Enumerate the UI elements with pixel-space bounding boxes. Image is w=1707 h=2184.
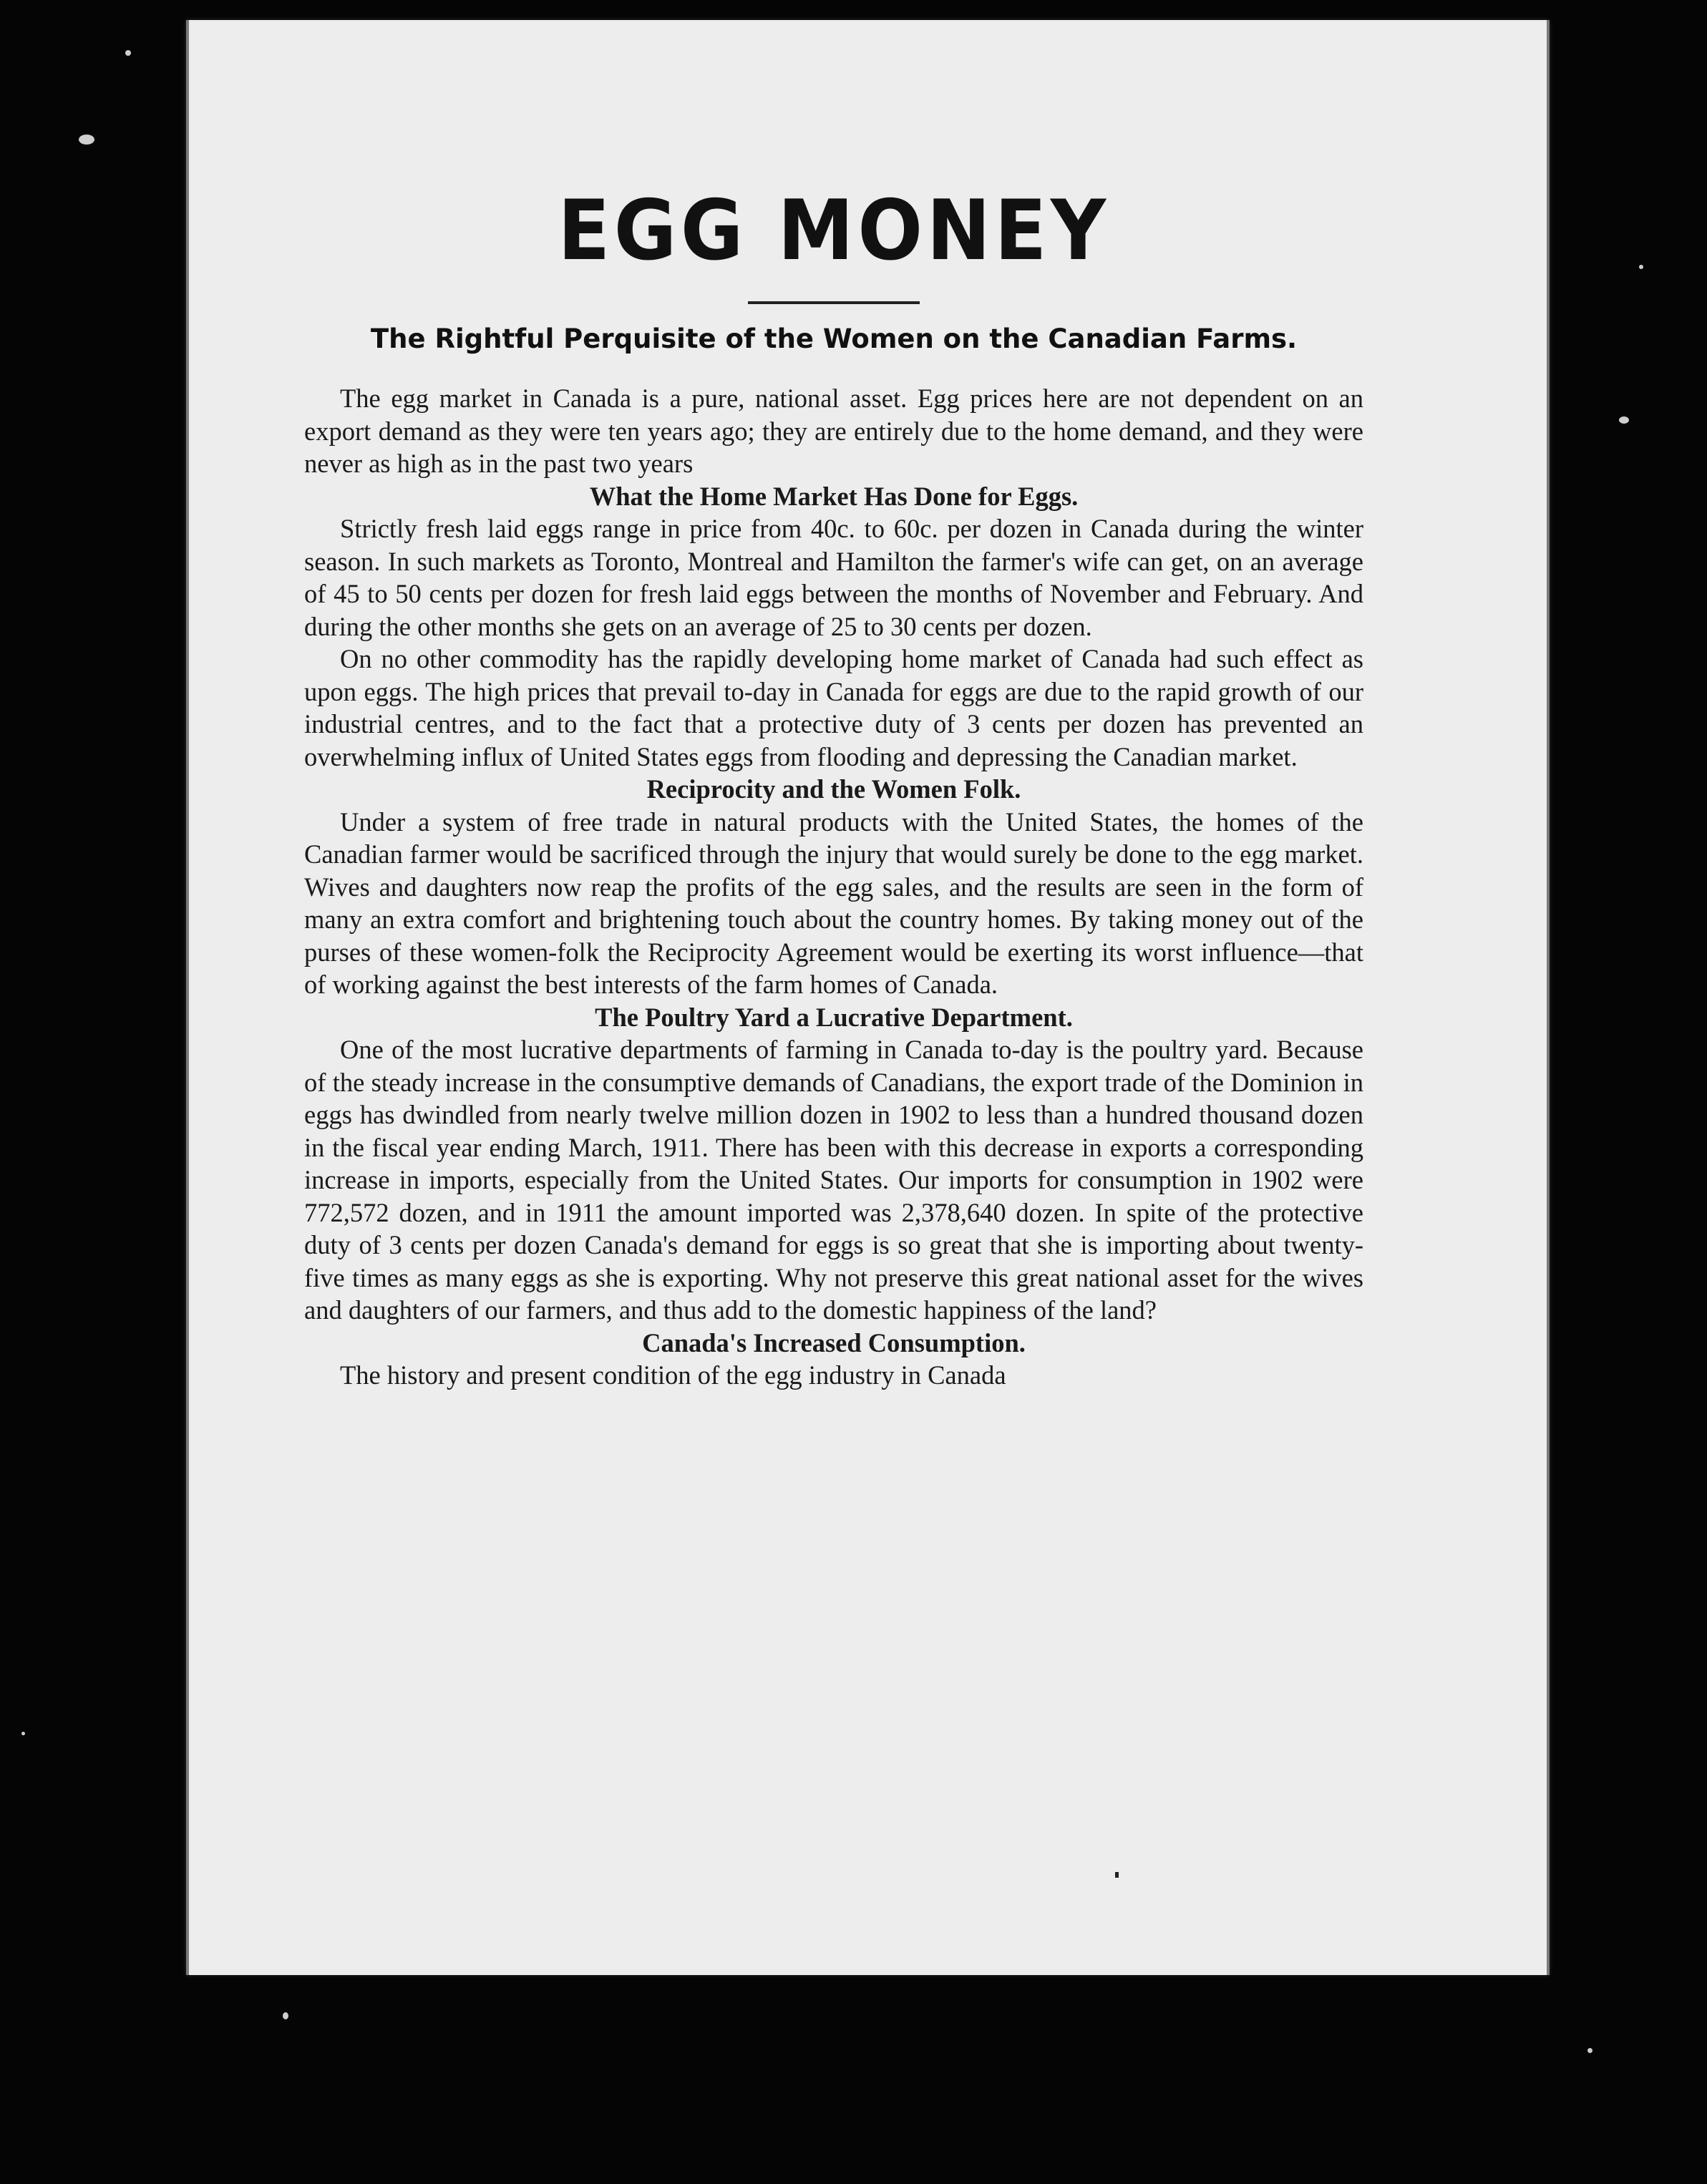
- dust-speck: [1639, 265, 1643, 269]
- sheet-edge-right: [1547, 20, 1550, 1975]
- document-body: [304, 382, 1363, 1392]
- ink-mark: [1115, 1872, 1119, 1878]
- dust-speck: [1619, 416, 1629, 424]
- dust-speck: [283, 2012, 288, 2019]
- document-content: [304, 182, 1363, 1392]
- section-heading: Reciprocity and the Women Folk.: [646, 774, 1021, 804]
- dust-speck: [125, 50, 131, 56]
- section-heading: The Poultry Yard a Lucrative Department.: [595, 1002, 1073, 1032]
- document-subtitle: The Rightful Perquisite of the Women on the Canadian Farms.: [370, 323, 1298, 354]
- body-paragraph: On no other commodity has the rapidly developing home market of Canada had such effect as upon eggs. The high prices that prevail to-day in Canada for eggs are due to the rapid growth of our industrial centres, and to the fact that a protective duty of 3 cents per dozen has prevented an overwhelming influx of United States eggs from flooding and depressing the Canadian market.: [304, 644, 1363, 771]
- section-heading: What the Home Market Has Done for Eggs.: [589, 481, 1079, 511]
- sheet-edge-left: [186, 20, 189, 1975]
- dust-speck: [79, 135, 94, 145]
- body-paragraph: Strictly fresh laid eggs range in price from 40c. to 60c. per dozen in Canada during the winter season. In such markets as Toronto, Montreal and Hamilton the farmer's wife can get, on an average of 45 to 50 cents per dozen for fresh laid eggs between the months of November and February. And during the other months she gets on an average of 25 to 30 cents per dozen.: [304, 514, 1363, 641]
- dust-speck: [21, 1732, 25, 1735]
- body-paragraph: One of the most lucrative departments of farming in Canada to-day is the poultry yard. Because of the steady increase in the consumptive demands of Canadians, the export trade of the Dominion in eggs has dwindled from nearly twelve million dozen in 1902 to less than a hundred thousand dozen in the fiscal year ending March, 1911. There has been with this decrease in exports a corresponding increase in imports, especially from the United States. Our imports for consumption in 1902 were 772,572 dozen, and in 1911 the amount imported was 2,378,640 dozen. In spite of the protective duty of 3 cents per dozen Canada's demand for eggs is so great that she is importing about twenty-five times as many eggs as she is exporting. Why not preserve this great national asset for the wives and daughters of our farmers, and thus add to the domestic happiness of the land?: [304, 1035, 1363, 1325]
- document-title: EGG MONEY: [558, 182, 1110, 279]
- section-heading: Canada's Increased Consumption.: [642, 1327, 1026, 1357]
- dust-speck: [1587, 2048, 1592, 2053]
- body-paragraph: The egg market in Canada is a pure, national asset. Egg prices here are not dependent on an export demand as they were ten years ago; they are entirely due to the home demand, and they were never as high as in the past two years: [304, 384, 1363, 478]
- title-rule: [748, 301, 920, 304]
- body-paragraph: Under a system of free trade in natural products with the United States, the homes of the Canadian farmer would be sacrificed through the injury that would surely be done to the egg market. Wives and daughters now reap the profits of the egg sales, and the results are seen in the form of many an extra comfort and brightening touch about the country homes. By taking money out of the purses of these women-folk the Reciprocity Agreement would be exerting its worst influence—that of working against the best interests of the farm homes of Canada.: [304, 806, 1363, 999]
- body-paragraph: The history and present condition of the egg industry in Canada: [340, 1360, 1006, 1390]
